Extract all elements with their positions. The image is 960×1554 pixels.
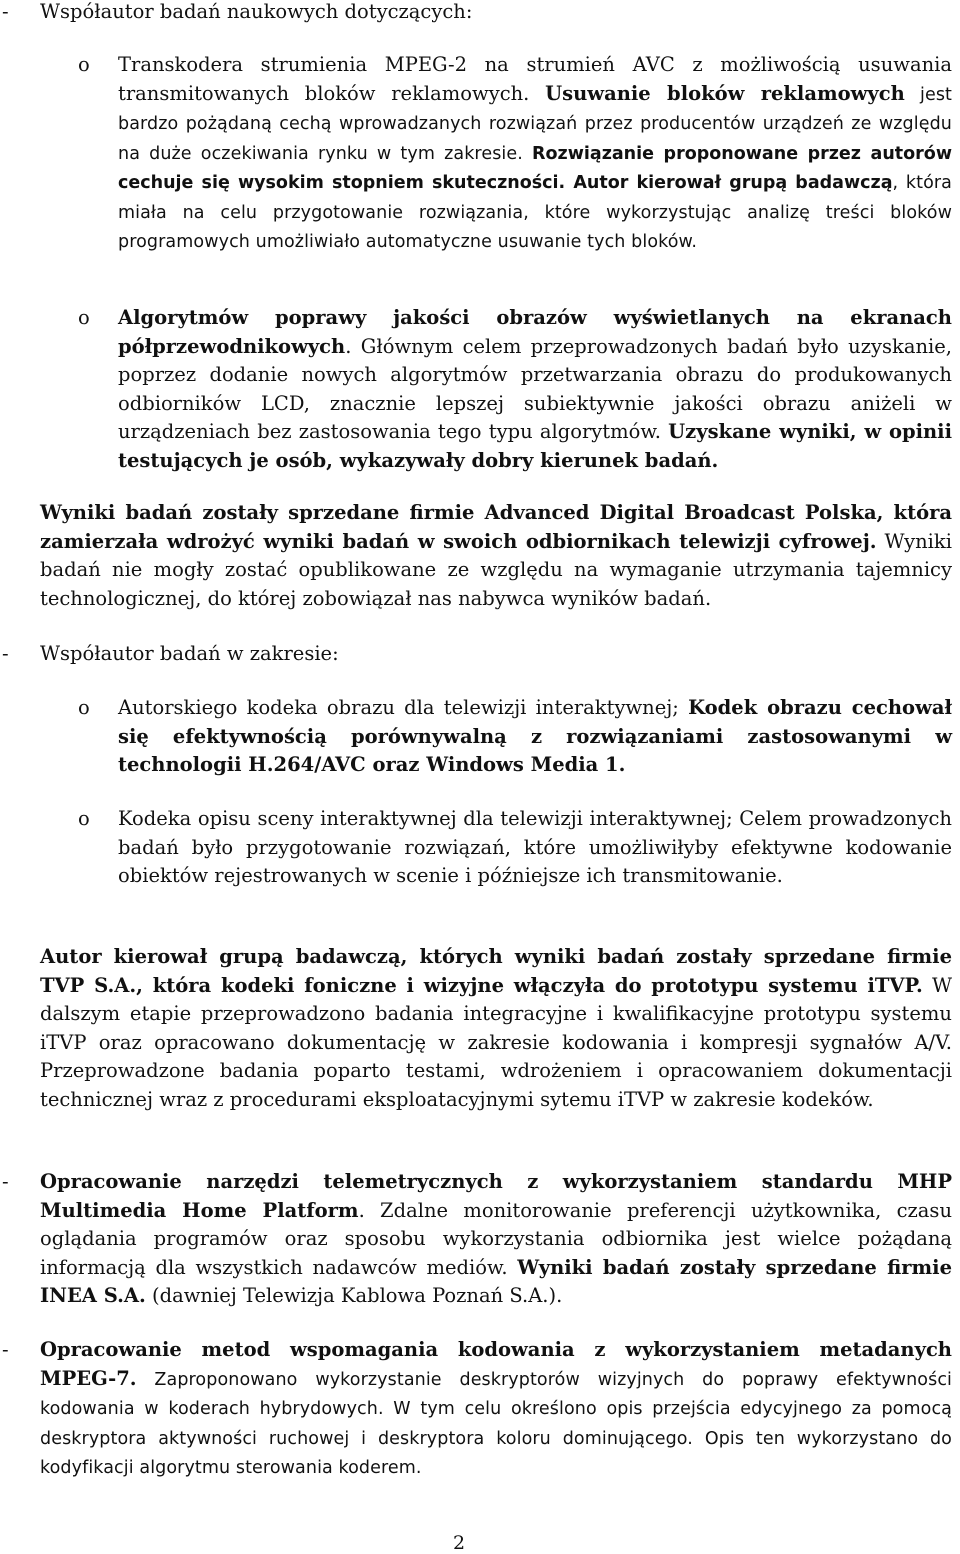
item-text: . Głównym celem przeprowadzonych badań było uzyskanie, poprzez dodanie nowych algorytmów przetwarzania obrazu do produkowanych odbiorników LCD, znacznie lepszej subiektywnie jakości obrazu aniżeli w urządzeniach bez zastosowania tego typu algorytmów. xyxy=(118,334,952,443)
paragraph-bold-text: Opracowanie metod wspomagania kodowania z wykorzystaniem metadanych MPEG-7. xyxy=(40,1338,952,1390)
page-number: 2 xyxy=(452,1532,466,1554)
paragraph xyxy=(40,499,952,613)
paragraph-bold-text: Opracowanie narzędzi telemetrycznych z wykorzystaniem standardu MHP Multimedia Home Platform xyxy=(40,1170,952,1222)
list-dash: - xyxy=(2,1338,9,1361)
paragraph-bold-text: Wyniki badań zostały sprzedane firmie INEA S.A. xyxy=(40,1255,952,1307)
paragraph-bold-text: Autor kierował grupą badawczą, których wyniki badań zostały sprzedane firmie TVP S.A., która kodeki foniczne i wizyjne włączyła do prototypu systemu iTVP. xyxy=(40,945,952,997)
paragraph xyxy=(40,1168,952,1311)
section-heading: Współautor badań w zakresie: xyxy=(40,642,339,665)
item-bold-text: Uzyskane wyniki, w opinii testujących je osób, wykazywały dobry kierunek badań. xyxy=(118,420,952,472)
list-dash: - xyxy=(2,0,9,23)
list-bullet: o xyxy=(78,53,90,76)
item-text: , która miała na celu przygotowanie rozwiązania, które wykorzystując analizę treści bloków programowych umożliwiało automatyczne usuwanie tych bloków. xyxy=(118,173,952,252)
item-text: Transkodera strumienia MPEG-2 na strumień AVC z możliwością usuwania transmitowanych bloków reklamowych. xyxy=(118,53,952,105)
list-bullet: o xyxy=(78,807,90,830)
item-bold-text: Algorytmów poprawy jakości obrazów wyświetlanych na ekranach półprzewodnikowych xyxy=(118,306,952,358)
paragraph xyxy=(40,1336,952,1483)
item-text: Kodeka opisu sceny interaktywnej dla telewizji interaktywnej; Celem prowadzonych badań było przygotowanie rozwiązań, które umożliwiłyby efektywne kodowanie obiektów rejestrowanych w scenie i późniejsze ich transmitowanie. xyxy=(118,807,952,887)
paragraph-text: Wyniki badań nie mogły zostać opublikowane ze względu na wymaganie utrzymania tajemnicy technologicznej, do której zobowiązał nas nabywca wyników badań. xyxy=(40,529,952,610)
list-bullet: o xyxy=(78,696,90,719)
paragraph-text: (dawniej Telewizja Kablowa Poznań S.A.). xyxy=(145,1284,563,1307)
paragraph-bold-text: Wyniki badań zostały sprzedane firmie Advanced Digital Broadcast Polska, która zamierzała wdrożyć wyniki badań w swoich odbiornikach telewizji cyfrowej. xyxy=(40,501,952,553)
list-item xyxy=(118,51,952,257)
paragraph-text: . Zdalne monitorowanie preferencji użytkownika, czasu oglądania programów oraz sposobu wykorzystania odbiornika jest wielce pożądaną informacją dla wszystkich nadawców mediów. xyxy=(40,1198,953,1279)
list-item xyxy=(118,805,952,891)
item-text: jest bardzo pożądaną cechą wprowadzanych rozwiązań przez producentów urządzeń ze względu na duże oczekiwania rynku w tym zakresie. xyxy=(118,84,953,164)
list-item xyxy=(118,694,952,780)
paragraph xyxy=(40,943,952,1114)
item-bold-text: Usuwanie bloków reklamowych xyxy=(545,81,905,105)
list-dash: - xyxy=(2,642,9,665)
section-heading: Współautor badań naukowych dotyczących: xyxy=(40,0,473,23)
list-item xyxy=(118,304,952,475)
list-dash: - xyxy=(2,1170,9,1193)
paragraph-text: W dalszym etapie przeprowadzono badania integracyjne i kwalifikacyjne prototypu systemu iTVP oraz opracowano dokumentację w zakresie kodowania i kompresji sygnałów A/V. Przeprowadzone badania poparto testami, wdrożeniem i opracowaniem dokumentacji technicznej wraz z procedurami eksploatacyjnymi sytemu iTVP w zakresie kodeków. xyxy=(40,973,952,1111)
list-bullet: o xyxy=(78,306,90,329)
item-text: Autorskiego kodeka obrazu dla telewizji interaktywnej; xyxy=(118,696,689,719)
paragraph-text: Zaproponowano wykorzystanie deskryptorów wizyjnych do poprawy efektywności kodowania w koderach hybrydowych. W tym celu określono opis przejścia edycyjnego za pomocą deskryptora aktywności ruchowej i deskryptora koloru dominującego. Opis ten wykorzystano do kodyfikacji algorytmu sterowania koderem. xyxy=(40,1369,952,1478)
item-bold-text: Rozwiązanie proponowane przez autorów cechuje się wysokim stopniem skuteczności. Autor kierował grupą badawczą xyxy=(118,143,952,193)
item-bold-text: Kodek obrazu cechował się efektywnością porównywalną z rozwiązaniami zastosowanymi w technologii H.264/AVC oraz Windows Media 1. xyxy=(118,696,952,776)
